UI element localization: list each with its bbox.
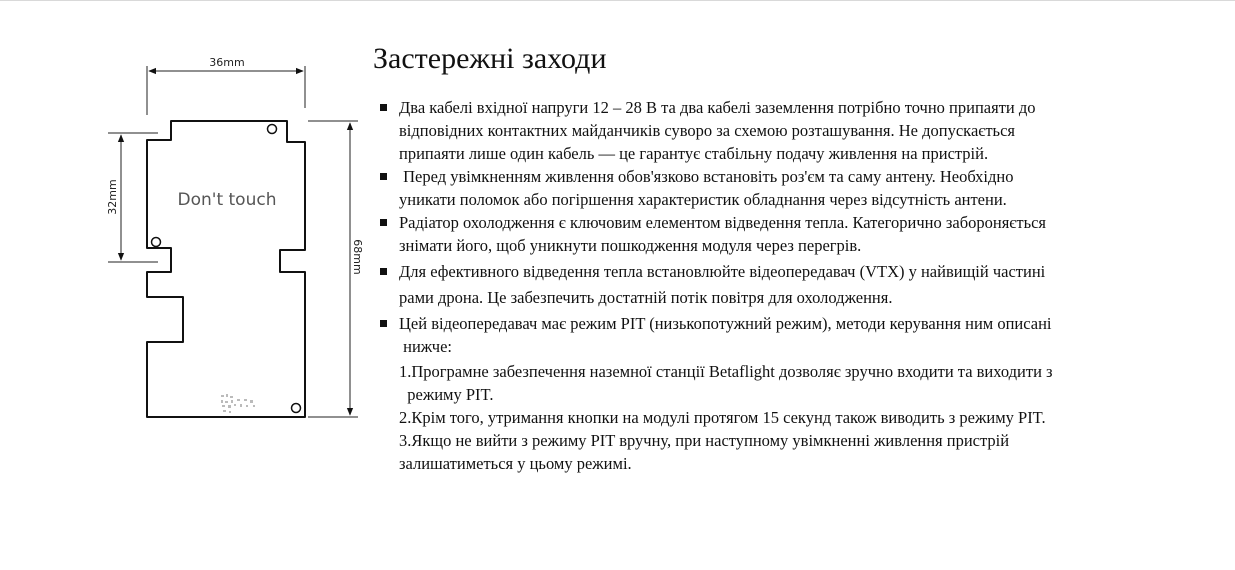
width-dimension [147, 56, 305, 115]
sub-item-text-line: 1.Програмне забезпечення наземної станції Betaflight дозволяє зручно входити та виходити з [399, 362, 1053, 381]
bullet-square-icon [380, 219, 387, 226]
component-markings [221, 394, 255, 413]
mounting-hole-top-right [268, 125, 277, 134]
total-height-dimension [308, 121, 364, 417]
list-item [377, 260, 1177, 309]
board-dimension-diagram [0, 0, 370, 440]
width-label: 36mm [209, 56, 245, 69]
bullet-square-icon [380, 173, 387, 180]
mounting-hole-bottom-right [292, 404, 301, 413]
sub-item-text-line: залишатиметься у цьому режимі. [399, 454, 632, 473]
bullet-square-icon [380, 104, 387, 111]
item-text-line: знімати його, щоб уникнути пошкодження модуля через перегрів. [399, 236, 862, 255]
page-title: Застережні заходи [373, 42, 607, 75]
board-text: Don't touch [177, 190, 277, 210]
item-text-line: Для ефективного відведення тепла встановлюйте відеопередавач (VTX) у найвищій частині [399, 262, 1046, 281]
item-text-line: Перед увімкненням живлення обов'язково встановіть роз'єм та саму антену. Необхідно [399, 167, 1014, 186]
item-text-line: рами дрона. Це забезпечить достатній потік повітря для охолодження. [399, 288, 893, 307]
list-item [377, 211, 1177, 257]
pit-mode-instructions [399, 360, 1177, 475]
item-text-line: припаяти лише один кабель — це гарантує стабільну подачу живлення на пристрій. [399, 144, 989, 163]
item-text-line: Радіатор охолодження є ключовим елементом відведення тепла. Категорично забороняється [399, 213, 1047, 232]
sub-item-text-line: 2.Крім того, утримання кнопки на модулі протягом 15 секунд також виводить з режиму PIT. [399, 408, 1046, 427]
item-text-line: відповідних контактних майданчиків суворо за схемою розташування. Не допускається [399, 121, 1015, 140]
list-item [377, 312, 1177, 475]
bullet-square-icon [380, 320, 387, 327]
list-item [377, 165, 1177, 211]
bullet-square-icon [380, 268, 387, 275]
sub-item-text-line: 3.Якщо не вийти з режиму PIT вручну, при наступному увімкненні живлення пристрій [399, 431, 1010, 450]
item-text-line: уникати поломок або погіршення характеристик обладнання через відсутність антени. [399, 190, 1007, 209]
item-text-line: Два кабелі вхідної напруги 12 ‒ 28 В та два кабелі заземлення потрібно точно припаяти до [399, 98, 1036, 117]
item-text-line: нижче: [399, 337, 452, 356]
list-item [377, 96, 1177, 165]
height-dimension [106, 133, 158, 262]
sub-item-text-line: режиму PIT. [399, 385, 494, 404]
mounting-hole-left [152, 238, 161, 247]
height-label: 32mm [106, 179, 119, 215]
precautions-list [377, 96, 1177, 475]
total-height-label: 68mm [351, 239, 364, 275]
board-outline [147, 121, 305, 417]
item-text-line: Цей відеопередавач має режим PIT (низькопотужний режим), методи керування ним описані [399, 314, 1052, 333]
